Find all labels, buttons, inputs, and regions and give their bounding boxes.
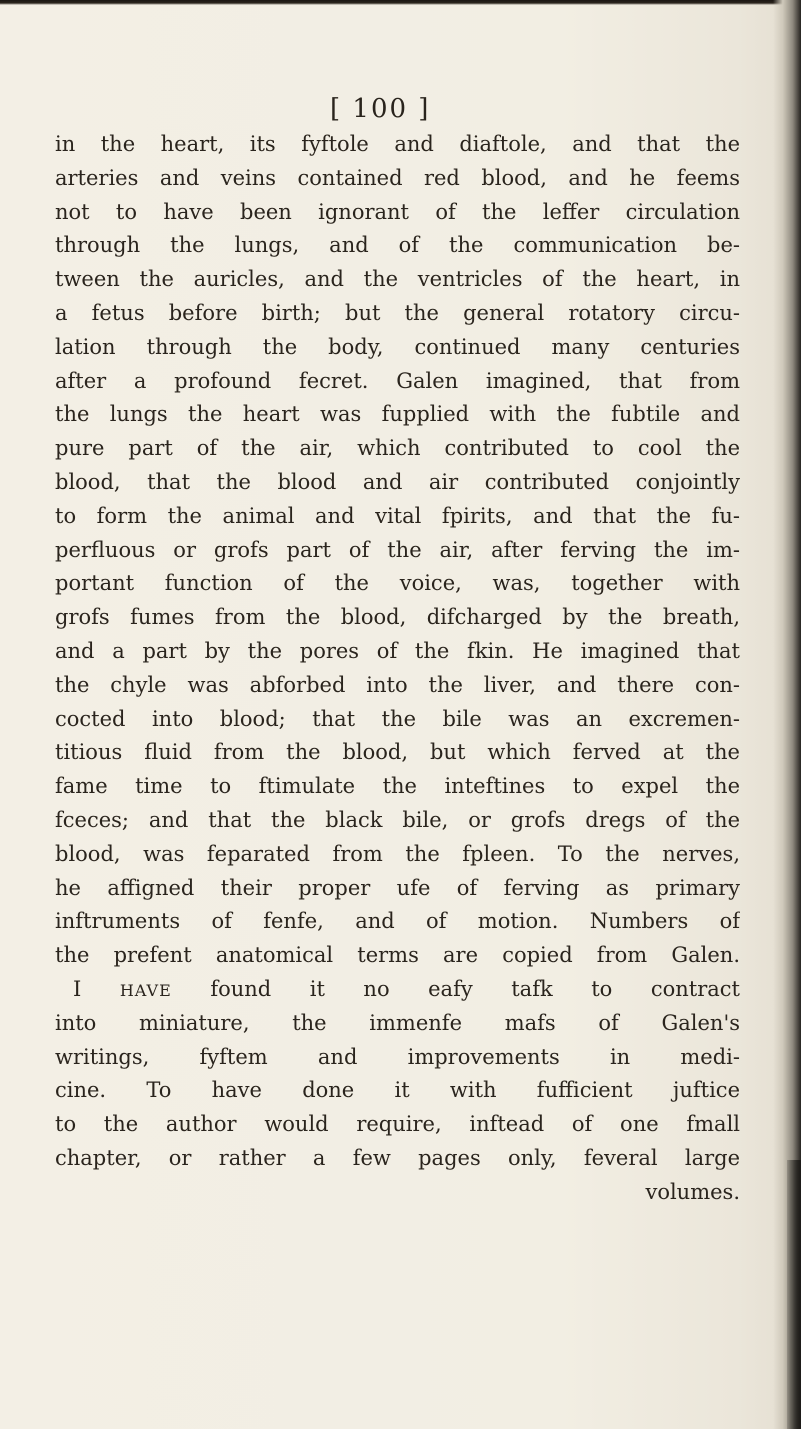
small-caps-word: HAVE (119, 980, 172, 1000)
text-line: in the heart, its fyftole and diaftole, and that the (55, 132, 740, 156)
text-line: after a profound fecret. Galen imagined, that from (55, 368, 740, 393)
text-line: through the lungs, and of the communication be- (55, 233, 740, 258)
text-line: not to have been ignorant of the leffer circulation (55, 199, 740, 224)
text-line: lation through the body, continued many centuries (55, 334, 740, 359)
body-text (55, 128, 740, 1210)
text-line: blood, was feparated from the fpleen. To the nerves, (55, 841, 740, 866)
text-line: grofs fumes from the blood, difcharged by the breath, (55, 605, 740, 630)
page-top-edge (0, 0, 801, 5)
text-line: pure part of the air, which contributed to cool the (55, 436, 740, 461)
text-line: a fetus before birth; but the general rotatory circu- (55, 300, 740, 325)
text-line: the lungs the heart was fupplied with the fubtile and (55, 402, 740, 427)
text-line: chapter, or rather a few pages only, feveral large (55, 1145, 740, 1170)
text-line: cocted into blood; that the bile was an excremen- (55, 706, 740, 731)
text-line: arteries and veins contained red blood, and he feems (55, 165, 740, 190)
text-line: perfluous or grofs part of the air, after ferving the im- (55, 537, 740, 562)
text-line: fceces; and that the black bile, or grofs dregs of the (55, 807, 740, 832)
text-line: titious fluid from the blood, but which ferved at the (55, 740, 740, 765)
text-line: to form the animal and vital fpirits, and that the fu- (55, 503, 740, 528)
text-line: to the author would require, inftead of one fmall (55, 1112, 740, 1137)
page-number-header: [ 100 ] (330, 94, 431, 124)
text-line: inftruments of fenfe, and of motion. Numbers of (55, 909, 740, 934)
catchword: volumes. (645, 1179, 740, 1204)
text-line: into miniature, the immenfe mafs of Galen's (55, 1010, 740, 1035)
text-line: and a part by the pores of the fkin. He imagined that (55, 638, 740, 663)
text-line: fame time to ftimulate the inteftines to expel the (55, 774, 740, 799)
text-line: the chyle was abforbed into the liver, and there con- (55, 672, 740, 697)
text-line: the prefent anatomical terms are copied from Galen. (55, 943, 740, 968)
paragraph-opening-line (55, 973, 740, 1007)
text-line: blood, that the blood and air contributed conjointly (55, 469, 740, 494)
text-line: portant function of the voice, was, together with (55, 571, 740, 596)
text-line: writings, fyftem and improvements in medi- (55, 1044, 740, 1069)
text-line: cine. To have done it with fufficient juftice (55, 1078, 740, 1103)
page-gutter-dark (787, 1160, 801, 1429)
text-line: tween the auricles, and the ventricles of the heart, in (55, 267, 740, 292)
paragraph-opening-rest: found it no eafy tafk to contract (210, 976, 740, 1001)
paragraph-initial: I (73, 976, 82, 1001)
text-line: he affigned their proper ufe of ferving as primary (55, 875, 740, 900)
